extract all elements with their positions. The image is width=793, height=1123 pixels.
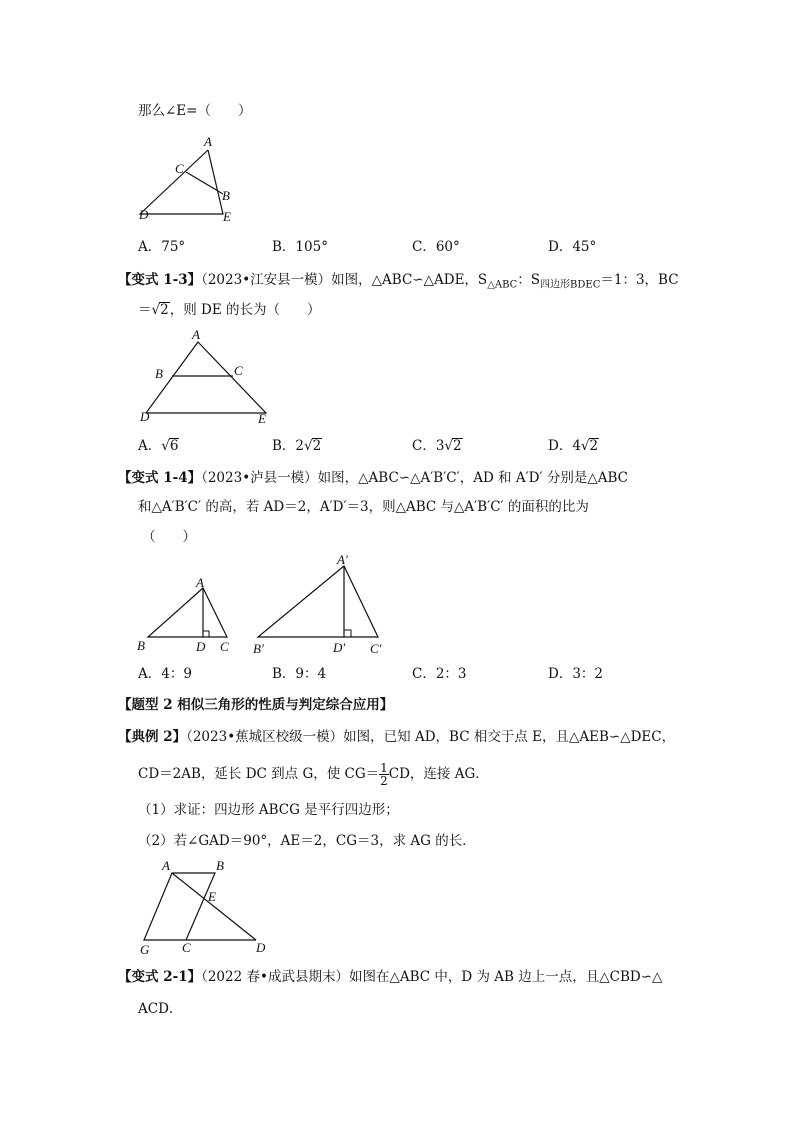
option-d: D．3：2 bbox=[548, 666, 604, 682]
fig1-label-a: A bbox=[204, 134, 212, 149]
option-c: C．3√2 bbox=[412, 438, 462, 454]
fig1-label-d: D bbox=[139, 207, 149, 222]
example-2-line1: 【典例 2】（2023•蕉城区校级一模）如图，已知 AD，BC 相交于点 E，且△AEB∽△DEC， bbox=[118, 729, 676, 745]
fig2-label-a: A bbox=[192, 327, 200, 342]
figure-triangle-ade bbox=[130, 130, 260, 230]
fig2-label-d: D bbox=[140, 409, 150, 424]
variant-2-1-tag: 【变式 2-1】 bbox=[118, 969, 202, 985]
variant-1-4-line2: 和△A′B′C′ 的高，若 AD＝2，A′D′＝3，则△ABC 与△A′B′C′ 的面积的比为 bbox=[138, 499, 589, 515]
figure-parallelogram-abcg bbox=[130, 855, 280, 960]
example-2-source: （2023•蕉城区校级一模） bbox=[186, 729, 344, 745]
variant-1-3-tag: 【变式 1-3】 bbox=[118, 272, 202, 288]
fraction-one-half: $\frac{1}{2}$ bbox=[380, 761, 388, 788]
variant-1-4-line3: （ ） bbox=[142, 529, 196, 545]
example-2-part1: （1）求证：四边形 ABCG 是平行四边形； bbox=[138, 802, 399, 818]
question-stem: 那么∠E=（ ） bbox=[138, 103, 252, 119]
variant-1-4-source: （2023•泸县一模） bbox=[201, 470, 318, 486]
option-b: B．105° bbox=[272, 239, 328, 255]
fig4-label-e: E bbox=[208, 889, 216, 904]
fig1-label-e: E bbox=[223, 209, 231, 224]
variant-2-1-source: （2022 春•成武县期末） bbox=[201, 969, 349, 985]
variant-2-1-line1: 【变式 2-1】（2022 春•成武县期末）如图在△ABC 中，D 为 AB 边上一点，且△CBD∽△ bbox=[118, 969, 663, 985]
option-b: B．2√2 bbox=[272, 438, 322, 454]
fig3-label-a: A bbox=[196, 575, 204, 590]
fig4-label-b: B bbox=[216, 858, 224, 873]
option-b: B．9：4 bbox=[272, 666, 327, 682]
fig3-label-b: B bbox=[137, 638, 145, 653]
fig1-label-c: C bbox=[175, 161, 184, 176]
fig4-label-a: A bbox=[162, 858, 170, 873]
example-2-line2: CD＝2AB，延长 DC 到点 G，使 CG＝ $\frac{1}{2}$ CD，连接 AG． bbox=[138, 761, 489, 788]
variant-1-3-line1: 【变式 1-3】（2023•江安县一模）如图，△ABC∽△ADE，$S_{\triangle ABC}$：$S_{四边形BDEC}=1$：3，BC bbox=[118, 272, 679, 291]
variant-2-1-line2: ACD． bbox=[138, 1001, 183, 1017]
fig2-label-c: C bbox=[234, 363, 243, 378]
variant-1-3-line2: ＝√2，则 DE 的长为（ ） bbox=[138, 302, 321, 318]
option-d: D．45° bbox=[548, 239, 597, 255]
fig1-label-b: B bbox=[222, 188, 230, 203]
fig2-label-e: E bbox=[258, 411, 266, 426]
fig3-label-a-prime: A′ bbox=[337, 552, 348, 567]
section-title: 【题型 2 相似三角形的性质与判定综合应用】 bbox=[118, 697, 394, 713]
variant-1-3-source: （2023•江安县一模） bbox=[201, 272, 332, 288]
figure-triangle-ade-parallel bbox=[130, 325, 290, 435]
fig4-label-g: G bbox=[140, 942, 150, 957]
example-2-part2: （2）若∠GAD＝90°，AE＝2，CG＝3，求 AG 的长． bbox=[138, 833, 476, 849]
option-a: A．√6 bbox=[138, 438, 179, 454]
fig3-label-c: C bbox=[220, 639, 229, 654]
option-d: D．4√2 bbox=[548, 438, 599, 454]
fig4-label-c: C bbox=[182, 940, 191, 955]
option-c: C．2：3 bbox=[412, 666, 467, 682]
option-a: A．4：9 bbox=[138, 666, 192, 682]
option-c: C．60° bbox=[412, 239, 460, 255]
variant-1-4-line1: 【变式 1-4】（2023•泸县一模）如图，△ABC∽△A′B′C′，AD 和 A′D′ 分别是△ABC bbox=[118, 470, 628, 486]
figure-similar-triangles-altitudes bbox=[130, 550, 400, 660]
option-a: A．75° bbox=[138, 239, 186, 255]
variant-1-4-tag: 【变式 1-4】 bbox=[118, 470, 202, 486]
fig3-label-c-prime: C′ bbox=[370, 641, 382, 656]
example-2-tag: 【典例 2】 bbox=[118, 729, 187, 745]
fig3-label-b-prime: B′ bbox=[253, 641, 264, 656]
fig2-label-b: B bbox=[155, 366, 163, 381]
sqrt-2: 2 bbox=[160, 302, 169, 318]
fig3-label-d-prime: D′ bbox=[333, 640, 346, 655]
fig3-label-d: D bbox=[196, 639, 206, 654]
fig4-label-d: D bbox=[256, 940, 266, 955]
